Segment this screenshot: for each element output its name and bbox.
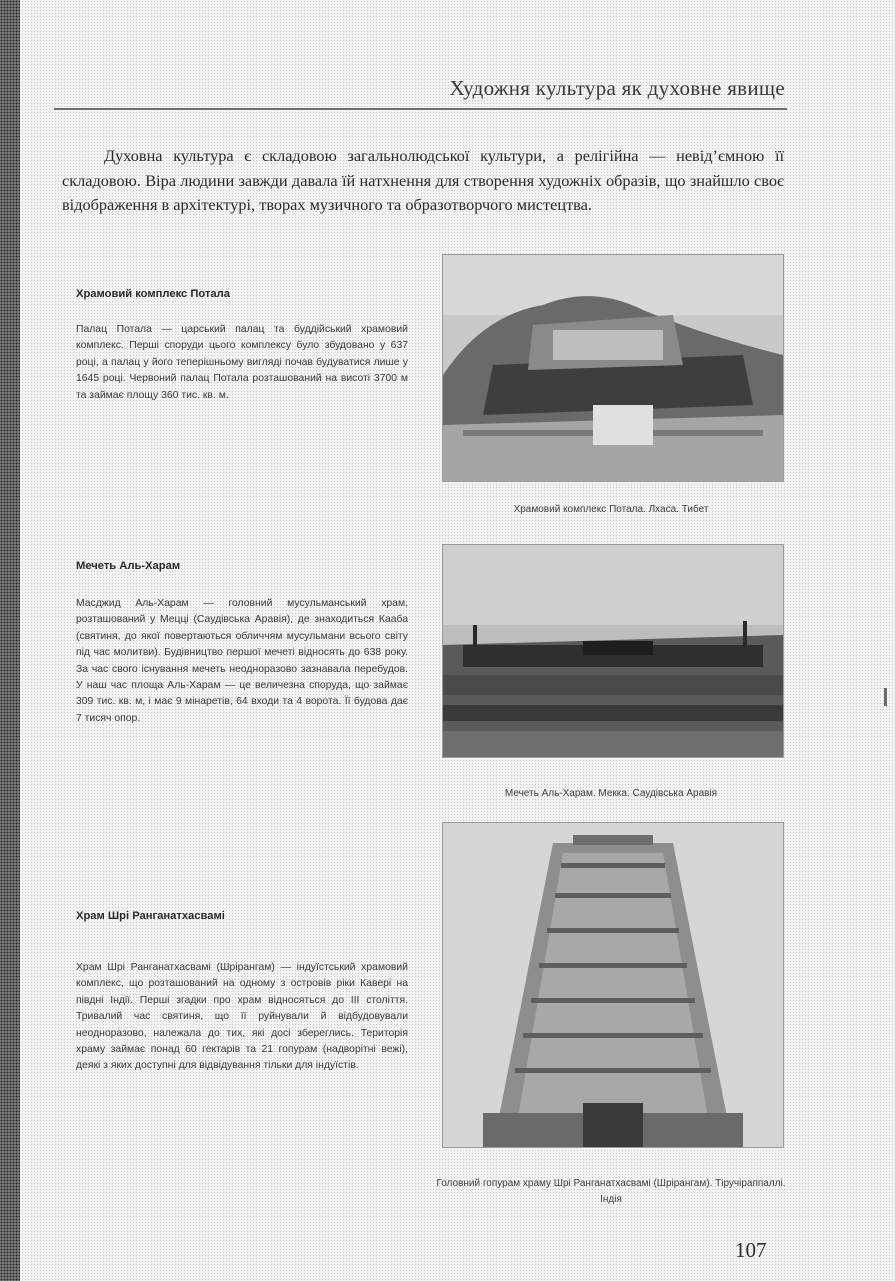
page-header: Художня культура як духовне явище (449, 76, 785, 100)
section-title-potala: Храмовий комплекс Потала (76, 288, 230, 300)
scan-edge (0, 0, 20, 1281)
caption-ranganathaswamy: Головний гопурам храму Шрі Ранганатхасвамі (Шрірангам). Тіручіраппаллі. Індія (436, 1178, 786, 1205)
photo-al-haram-mosque (442, 544, 784, 758)
section-body-ranganathaswamy: Храм Шрі Ранганатхасвамі (Шрірангам) — індуїстський храмовий комплекс, що розташований на одному з островів ріки Кавері на півдні Індії. Перші згадки про храм відносяться до III століття. Тривалий час святиня, що її руйнували й відбудовували неодноразово, належала до тих, які досі збереглись. Територія храму займає понад 60 гектарів та 21 гопурам (надворітні вежі), деякі з яких доступні для відвідування тільки для індуїстів. (76, 962, 408, 1072)
header-rule (54, 108, 787, 110)
margin-mark (884, 688, 887, 706)
photo-ranganathaswamy-gopuram (442, 822, 784, 1148)
section-body-al-haram: Масджид Аль-Харам — головний мусульманський храм, розташований у Мецці (Саудівська Аравія), де знаходиться Кааба (святиня, до якої повертаються обличчям мусульмани всього світу під час молитви). Будівництво першої мечеті відносять до 638 року. За час свого існування мечеть неодноразово зазнавала перебудов. У наш час площа Аль-Харам — це величезна споруда, що займає 309 тис. кв. м, і має 9 мінаретів, 64 входи та 4 ворота. Її будова дає 7 тисяч опор. (76, 598, 408, 724)
intro-paragraph: Духовна культура є складовою загальнолюдської культури, а релігійна — невід’ємною її складовою. Віра людини завжди давала їй натхнення для створення художніх образів, що знайшло своє відображення в архітектурі, творах музичного та образотворчого мистецтва. (62, 146, 784, 214)
caption-potala: Храмовий комплекс Потала. Лхаса. Тибет (513, 504, 709, 515)
page-number: 107 (735, 1238, 767, 1262)
caption-al-haram: Мечеть Аль-Харам. Мекка. Саудівська Аравія (504, 788, 718, 799)
photo-potala-palace (442, 254, 784, 482)
section-body-potala: Палац Потала — царський палац та буддійський храмовий комплекс. Перші споруди цього комплексу було збудовано у 637 році, а палац у його теперішньому вигляді почав будуватися лише у 1645 році. Червоний палац Потала розташований на висоті 3700 м та займає площу 360 тис. кв. м. (76, 324, 408, 401)
section-title-al-haram: Мечеть Аль-Харам (76, 560, 181, 572)
section-title-ranganathaswamy: Храм Шрі Ранганатхасвамі (76, 910, 225, 922)
